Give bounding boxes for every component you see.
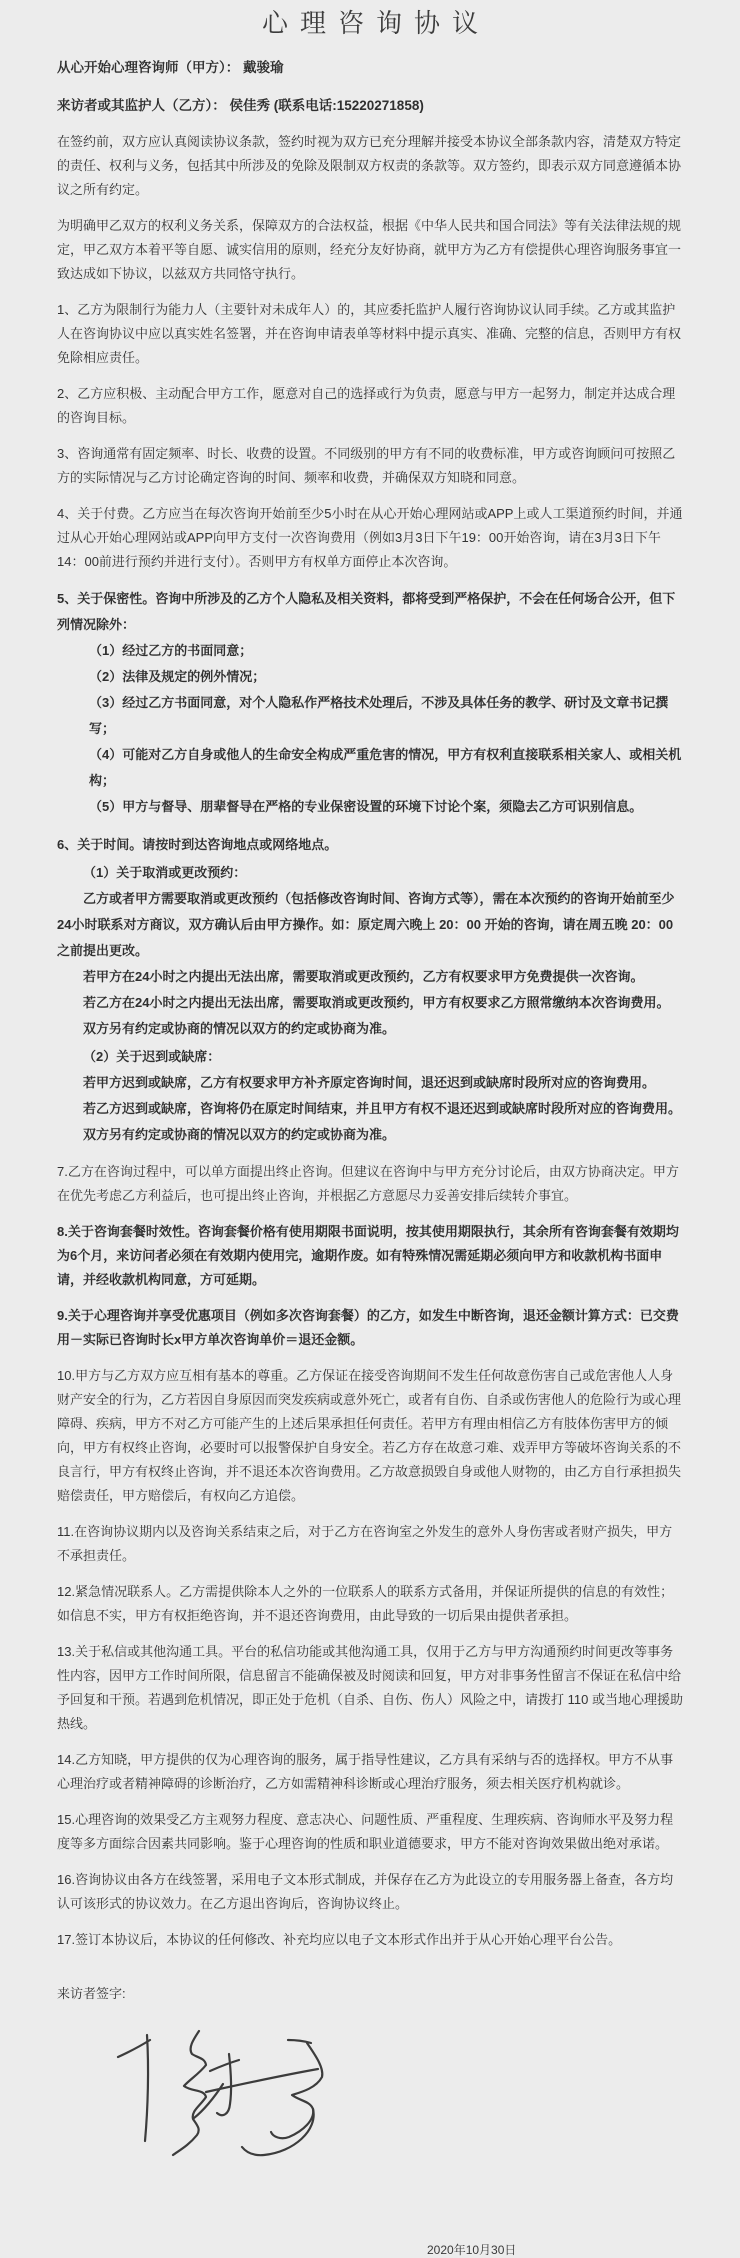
document-date: 2020年10月30日	[427, 2243, 517, 2257]
preamble-paragraph: 为明确甲乙双方的权利义务关系，保障双方的合法权益，根据《中华人民共和国合同法》等有关法律法规的规定，甲乙双方本着平等自愿、诚实信用的原则，经充分友好协商，就甲方为乙方有偿提供心理咨询服务事宜一致达成如下协议，以兹双方共同恪守执行。	[57, 218, 682, 281]
clause-2: 2、乙方应积极、主动配合甲方工作，愿意对自己的选择或行为负责，愿意与甲方一起努力，制定并达成合理的咨询目标。	[57, 386, 676, 425]
clause-11: 11.在咨询协议期内以及咨询关系结束之后，对于乙方在咨询室之外发生的意外人身伤害或者财产损失，甲方不承担责任。	[57, 1524, 673, 1563]
list-item: （1）经过乙方的书面同意；	[89, 643, 253, 658]
clause-7: 7.乙方在咨询过程中，可以单方面提出终止咨询。但建议在咨询中与甲方充分讨论后，由双方协商决定。甲方在优先考虑乙方利益后，也可提出终止咨询，并根据乙方意愿尽力妥善安排后续转介事宜。	[57, 1164, 679, 1203]
clause-16: 16.咨询协议由各方在线签署，采用电子文本形式制成，并保存在乙方为此设立的专用服务器上备查，各方均认可该形式的协议效力。在乙方退出咨询后，咨询协议终止。	[57, 1872, 674, 1911]
clause-6-sub-1-paragraph: 若乙方在24小时之内提出无法出席，需要取消或更改预约，甲方有权要求乙方照常缴纳本次咨询费用。	[83, 995, 670, 1010]
clause-15: 15.心理咨询的效果受乙方主观努力程度、意志决心、问题性质、严重程度、生理疾病、咨询师水平及努力程度等多方面综合因素共同影响。鉴于心理咨询的性质和职业道德要求，甲方不能对咨询效果做出绝对承诺。	[57, 1812, 674, 1851]
party-b-line: 来访者或其监护人（乙方）： 侯佳秀 (联系电话:15220271858)	[57, 98, 424, 113]
clause-6: 6、关于时间。请按时到达咨询地点或网络地点。	[57, 837, 338, 852]
clause-9: 9.关于心理咨询并享受优惠项目（例如多次咨询套餐）的乙方，如发生中断咨询，退还金额计算方式：已交费用－实际已咨询时长x甲方单次咨询单价＝退还金额。	[57, 1308, 679, 1347]
preamble-paragraph: 在签约前，双方应认真阅读协议条款，签约时视为双方已充分理解并接受本协议全部条款内容，清楚双方特定的责任、权利与义务，包括其中所涉及的免除及限制双方权责的条款等。双方签约，即表示双方同意遵循本协议之所有约定。	[57, 134, 682, 197]
clause-6-sub-2-paragraph: 若甲方迟到或缺席，乙方有权要求甲方补齐原定咨询时间，退还迟到或缺席时段所对应的咨询费用。	[83, 1075, 656, 1090]
clause-17: 17.签订本协议后，本协议的任何修改、补充均应以电子文本形式作出并于从心开始心理平台公告。	[57, 1932, 622, 1947]
clause-14: 14.乙方知晓，甲方提供的仅为心理咨询的服务，属于指导性建议，乙方具有采纳与否的选择权。甲方不从事心理治疗或者精神障碍的诊断治疗，乙方如需精神科诊断或心理治疗服务，须去相关医疗机构就诊。	[57, 1752, 674, 1791]
clause-5: 5、关于保密性。咨询中所涉及的乙方个人隐私及相关资料，都将受到严格保护，不会在任何场合公开，但下列情况除外：	[57, 591, 676, 632]
clause-3: 3、咨询通常有固定频率、时长、收费的设置。不同级别的甲方有不同的收费标准，甲方或咨询顾问可按照乙方的实际情况与乙方讨论确定咨询的时间、频率和收费，并确保双方知晓和同意。	[57, 446, 676, 485]
clause-6-sub-1-paragraph: 若甲方在24小时之内提出无法出席，需要取消或更改预约，乙方有权要求甲方免费提供一次咨询。	[83, 969, 644, 984]
page-title: 心理咨询协议	[261, 8, 490, 38]
clause-13: 13.关于私信或其他沟通工具。平台的私信功能或其他沟通工具，仅用于乙方与甲方沟通预约时间更改等事务性内容，因甲方工作时间所限，信息留言不能确保被及时阅读和回复，甲方对非事务性留言不保证在私信中给予回复和干预。若遇到危机情况，即正处于危机（自杀、自伤、伤人）风险之中，请拨打 110 或当地心理援助热线。	[57, 1644, 683, 1731]
agreement-document	[0, 6, 740, 2258]
party-a-line: 从心开始心理咨询师（甲方）： 戴骏瑜	[57, 60, 284, 75]
visitor-signature-label: 来访者签字:	[57, 1986, 126, 2001]
clause-6-sub-1-paragraph: 乙方或者甲方需要取消或更改预约（包括修改咨询时间、咨询方式等），需在本次预约的咨询开始前至少24小时联系对方商议，双方确认后由甲方操作。如：原定周六晚上 20：00 开始的咨询，请在周五晚 20：00 之前提出更改。	[57, 891, 675, 958]
clause-6-sub-2-paragraph: 若乙方迟到或缺席，咨询将仍在原定时间结束，并且甲方有权不退还迟到或缺席时段所对应的咨询费用。	[83, 1101, 682, 1116]
clause-4: 4、关于付费。乙方应当在每次咨询开始前至少5小时在从心开始心理网站或APP上或人工渠道预约时间，并通过从心开始心理网站或APP向甲方支付一次咨询费用（例如3月3日下午19：00开始咨询，请在3月3日下午14：00前进行预约并进行支付）。否则甲方有权单方面停止本次咨询。	[57, 506, 683, 569]
clause-6-sub-2-paragraph: 双方另有约定或协商的情况以双方的约定或协商为准。	[83, 1127, 396, 1142]
clause-6-sub-1-paragraph: 双方另有约定或协商的情况以双方的约定或协商为准。	[83, 1021, 396, 1036]
clause-6-sub-2-title: （2）关于迟到或缺席：	[83, 1049, 221, 1064]
list-item: （4）可能对乙方自身或他人的生命安全构成严重危害的情况，甲方有权利直接联系相关家人、或相关机构；	[89, 747, 682, 788]
clause-1: 1、乙方为限制行为能力人（主要针对未成年人）的，其应委托监护人履行咨询协议认同手续。乙方或其监护人在咨询协议中应以真实姓名签署，并在咨询申请表单等材料中提示真实、准确、完整的信息，否则甲方有权免除相应责任。	[57, 302, 682, 365]
clause-12: 12.紧急情况联系人。乙方需提供除本人之外的一位联系人的联系方式备用，并保证所提供的信息的有效性；如信息不实，甲方有权拒绝咨询，并不退还咨询费用，由此导致的一切后果由提供者承担。	[57, 1584, 674, 1623]
clause-8: 8.关于咨询套餐时效性。咨询套餐价格有使用期限书面说明，按其使用期限执行，其余所有咨询套餐有效期均为6个月，来访问者必须在有效期内使用完，逾期作废。如有特殊情况需延期必须向甲方和收款机构书面申请，并经收款机构同意，方可延期。	[57, 1224, 679, 1287]
handwritten-signature	[102, 2028, 683, 2203]
clause-10: 10.甲方与乙方双方应互相有基本的尊重。乙方保证在接受咨询期间不发生任何故意伤害自己或危害他人人身财产安全的行为，乙方若因自身原因而突发疾病或意外死亡，或者有自伤、自杀或伤害他人的危险行为或心理障碍、疾病，甲方不对乙方可能产生的上述后果承担任何责任。若甲方有理由相信乙方有肢体伤害甲方的倾向，甲方有权终止咨询，必要时可以报警保护自身安全。若乙方存在故意刁难、戏弄甲方等破坏咨询关系的不良言行，甲方有权终止咨询，并不退还本次咨询费用。乙方故意损毁自身或他人财物的，由乙方自行承担损失赔偿责任，甲方赔偿后，有权向乙方追偿。	[57, 1368, 682, 1503]
list-item: （5）甲方与督导、朋辈督导在严格的专业保密设置的环境下讨论个案，须隐去乙方可识别信息。	[89, 799, 643, 814]
list-item: （3）经过乙方书面同意，对个人隐私作严格技术处理后，不涉及具体任务的教学、研讨及文章书记撰写；	[89, 695, 669, 736]
list-item: （2）法律及规定的例外情况；	[89, 669, 266, 684]
clause-6-sub-1-title: （1）关于取消或更改预约：	[83, 865, 247, 880]
clause-5-exception-list	[57, 638, 683, 820]
